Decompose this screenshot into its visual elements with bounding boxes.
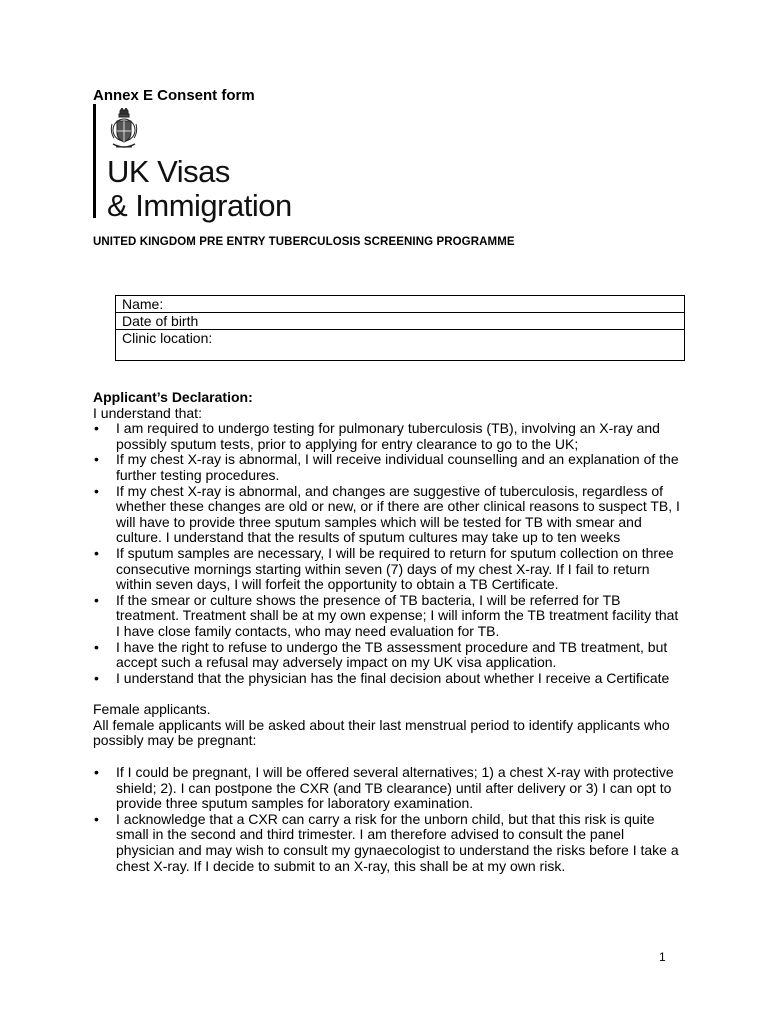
female-applicants-intro: All female applicants will be asked about their last menstrual period to identify applicants who possibly may be pregnant: bbox=[93, 716, 670, 749]
page-number: 1 bbox=[659, 950, 666, 964]
applicant-details-table bbox=[115, 295, 685, 361]
table-row-clinic bbox=[116, 330, 685, 361]
female-applicants-heading: Female applicants. bbox=[93, 701, 211, 718]
royal-crest-icon bbox=[110, 108, 138, 152]
annex-title: Annex E Consent form bbox=[93, 87, 255, 104]
clinic-location-field[interactable] bbox=[116, 330, 685, 361]
list-item: • I understand that the physician has the final decision about whether I receive a Certificate bbox=[93, 671, 683, 687]
programme-heading: UNITED KINGDOM PRE ENTRY TUBERCULOSIS SCREENING PROGRAMME bbox=[93, 236, 515, 248]
clinic-label: Clinic location: bbox=[122, 330, 213, 346]
list-item: • If my chest X-ray is abnormal, and changes are suggestive of tuberculosis, regardless of whether these changes are old or new, or if there are other clinical reasons to suspect TB, I will have to provide three sputum samples which will be tested for TB with smear and culture. I understand that the results of sputum cultures may take up to ten weeks bbox=[93, 484, 683, 546]
uk-visas-immigration-logo bbox=[93, 104, 323, 222]
dob-label: Date of birth bbox=[122, 313, 199, 329]
list-item: • I acknowledge that a CXR can carry a risk for the unborn child, but that this risk is quite small in the second and third trimester. I am therefore advised to consult the panel physician and may wish to consult my gynaecologist to understand the risks before I take a chest X-ray. If I decide to submit to an X-ray, this shall be at my own risk. bbox=[93, 812, 683, 874]
declaration-intro: I understand that: bbox=[93, 404, 202, 421]
logo-text-uk-visas: UK Visas bbox=[107, 154, 230, 189]
female-applicants-list bbox=[93, 765, 683, 874]
name-label: Name: bbox=[122, 296, 164, 312]
table-row-dob bbox=[116, 313, 685, 330]
list-item: • If I could be pregnant, I will be offered several alternatives; 1) a chest X-ray with protective shield; 2). I can postpone the CXR (and TB clearance) until after delivery or 3) I can opt to provide three sputum samples for laboratory examination. bbox=[93, 765, 683, 812]
declaration-content bbox=[93, 390, 683, 874]
table-row-name bbox=[116, 296, 685, 313]
logo-text-immigration: & Immigration bbox=[107, 188, 292, 223]
list-item: • If my chest X-ray is abnormal, I will receive individual counselling and an explanation of the further testing procedures. bbox=[93, 452, 683, 483]
date-of-birth-field[interactable] bbox=[116, 313, 685, 330]
name-field[interactable] bbox=[116, 296, 685, 313]
declaration-list bbox=[93, 421, 683, 686]
declaration-heading: Applicant’s Declaration: bbox=[93, 389, 253, 405]
logo-divider-bar bbox=[93, 104, 96, 218]
list-item: • I am required to undergo testing for pulmonary tuberculosis (TB), involving an X-ray and possibly sputum tests, prior to applying for entry clearance to go to the UK; bbox=[93, 421, 683, 452]
list-item: • If sputum samples are necessary, I will be required to return for sputum collection on three consecutive mornings starting within seven (7) days of my chest X-ray. If I fail to return within seven days, I will forfeit the opportunity to obtain a TB Certificate. bbox=[93, 546, 683, 593]
list-item: • I have the right to refuse to undergo the TB assessment procedure and TB treatment, but accept such a refusal may adversely impact on my UK visa application. bbox=[93, 640, 683, 671]
list-item: • If the smear or culture shows the presence of TB bacteria, I will be referred for TB treatment. Treatment shall be at my own expense; I will inform the TB treatment facility that I have close family contacts, who may need evaluation for TB. bbox=[93, 593, 683, 640]
